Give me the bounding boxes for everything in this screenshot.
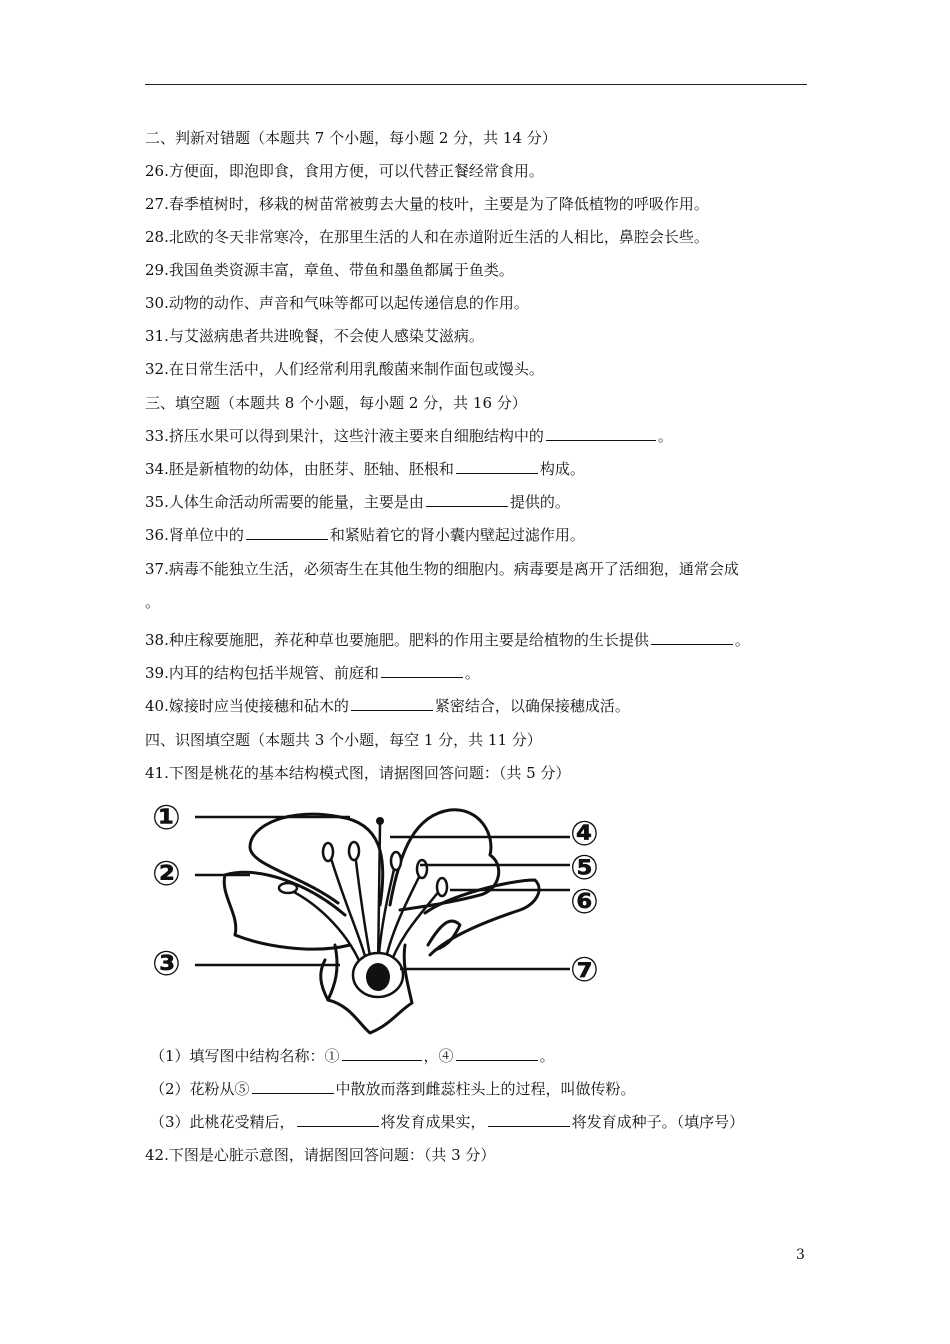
answer-blank[interactable] xyxy=(546,426,656,441)
answer-blank[interactable] xyxy=(381,663,463,678)
anther-3 xyxy=(391,852,401,870)
page-number: 3 xyxy=(796,1247,805,1263)
anther-5 xyxy=(279,883,297,893)
answer-blank[interactable] xyxy=(342,1046,422,1061)
anther-4 xyxy=(417,860,427,878)
label-5: ⑤ xyxy=(570,848,599,888)
answer-blank[interactable] xyxy=(651,630,733,645)
header-rule xyxy=(145,84,807,85)
question-32: 32.在日常生活中，人们经常利用乳酸菌来制作面包或馒头。 xyxy=(145,360,544,378)
peach-flower-diagram xyxy=(150,795,620,1035)
question-40: 40.嫁接时应当使接穗和砧木的 紧密结合，以确保接穗成活。 xyxy=(145,697,630,715)
question-28: 28.北欧的冬天非常寒冷，在那里生活的人和在赤道附近生活的人相比，鼻腔会长些。 xyxy=(145,228,709,246)
label-2: ② xyxy=(152,854,181,894)
question-31: 31.与艾滋病患者共进晚餐，不会使人感染艾滋病。 xyxy=(145,327,484,345)
answer-blank[interactable] xyxy=(426,492,508,507)
question-39: 39.内耳的结构包括半规管、前庭和 。 xyxy=(145,664,480,682)
question-33: 33.挤压水果可以得到果汁，这些汁液主要来自细胞结构中的 。 xyxy=(145,427,673,445)
anther-1 xyxy=(323,843,333,861)
stigma xyxy=(376,817,384,825)
label-7: ⑦ xyxy=(570,950,599,990)
section-4-title: 四、识图填空题（本题共 3 个小题，每空 1 分，共 11 分） xyxy=(145,731,542,749)
label-3: ③ xyxy=(152,944,181,984)
question-36: 36.肾单位中的 和紧贴着它的肾小囊内壁起过滤作用。 xyxy=(145,526,585,544)
sepal-right xyxy=(428,921,460,950)
label-6: ⑥ xyxy=(570,882,599,922)
question-37-end: 。 xyxy=(145,593,161,611)
question-34: 34.胚是新植物的幼体，由胚芽、胚轴、胚根和 构成。 xyxy=(145,460,585,478)
section-2-title: 二、判新对错题（本题共 7 个小题，每小题 2 分，共 14 分） xyxy=(145,129,557,147)
answer-blank[interactable] xyxy=(246,525,328,540)
answer-blank[interactable] xyxy=(456,1046,538,1061)
label-4: ④ xyxy=(570,814,599,854)
question-35: 35.人体生命活动所需要的能量，主要是由 提供的。 xyxy=(145,493,570,511)
answer-blank[interactable] xyxy=(252,1079,334,1094)
question-41-sub3: （3）此桃花受精后， 将发育成果实， 将发育成种子。（填序号） xyxy=(150,1113,745,1131)
question-41-sub1: （1）填写图中结构名称：① ，④ 。 xyxy=(150,1047,555,1065)
question-27: 27.春季植树时，移栽的树苗常被剪去大量的枝叶，主要是为了降低植物的呼吸作用。 xyxy=(145,195,709,213)
question-30: 30.动物的动作、声音和气味等都可以起传递信息的作用。 xyxy=(145,294,529,312)
petal-left xyxy=(250,814,383,905)
label-1: ① xyxy=(152,798,181,838)
question-38: 38.种庄稼要施肥，养花种草也要施肥。肥料的作用主要是给植物的生长提供 。 xyxy=(145,631,750,649)
question-37: 37.病毒不能独立生活，必须寄生在其他生物的细胞内。病毒要是离开了活细狍，通常会成 xyxy=(145,560,739,578)
ovule xyxy=(366,963,390,991)
anther-2 xyxy=(349,842,359,860)
answer-blank[interactable] xyxy=(297,1112,379,1127)
question-42: 42.下图是心脏示意图，请据图回答问题：（共 3 分） xyxy=(145,1146,496,1164)
question-29: 29.我国鱼类资源丰富，章鱼、带鱼和墨鱼都属于鱼类。 xyxy=(145,261,514,279)
question-26: 26.方便面，即泡即食，食用方便，可以代替正餐经常食用。 xyxy=(145,162,544,180)
answer-blank[interactable] xyxy=(456,459,538,474)
answer-blank[interactable] xyxy=(351,696,433,711)
answer-blank[interactable] xyxy=(488,1112,570,1127)
section-3-title: 三、填空题（本题共 8 个小题，每小题 2 分，共 16 分） xyxy=(145,394,527,412)
question-41-sub2: （2）花粉从⑤ 中散放而落到雌蕊柱头上的过程，叫做传粉。 xyxy=(150,1080,636,1098)
anther-6 xyxy=(437,878,447,896)
question-41: 41.下图是桃花的基本结构模式图，请据图回答问题：（共 5 分） xyxy=(145,764,571,782)
